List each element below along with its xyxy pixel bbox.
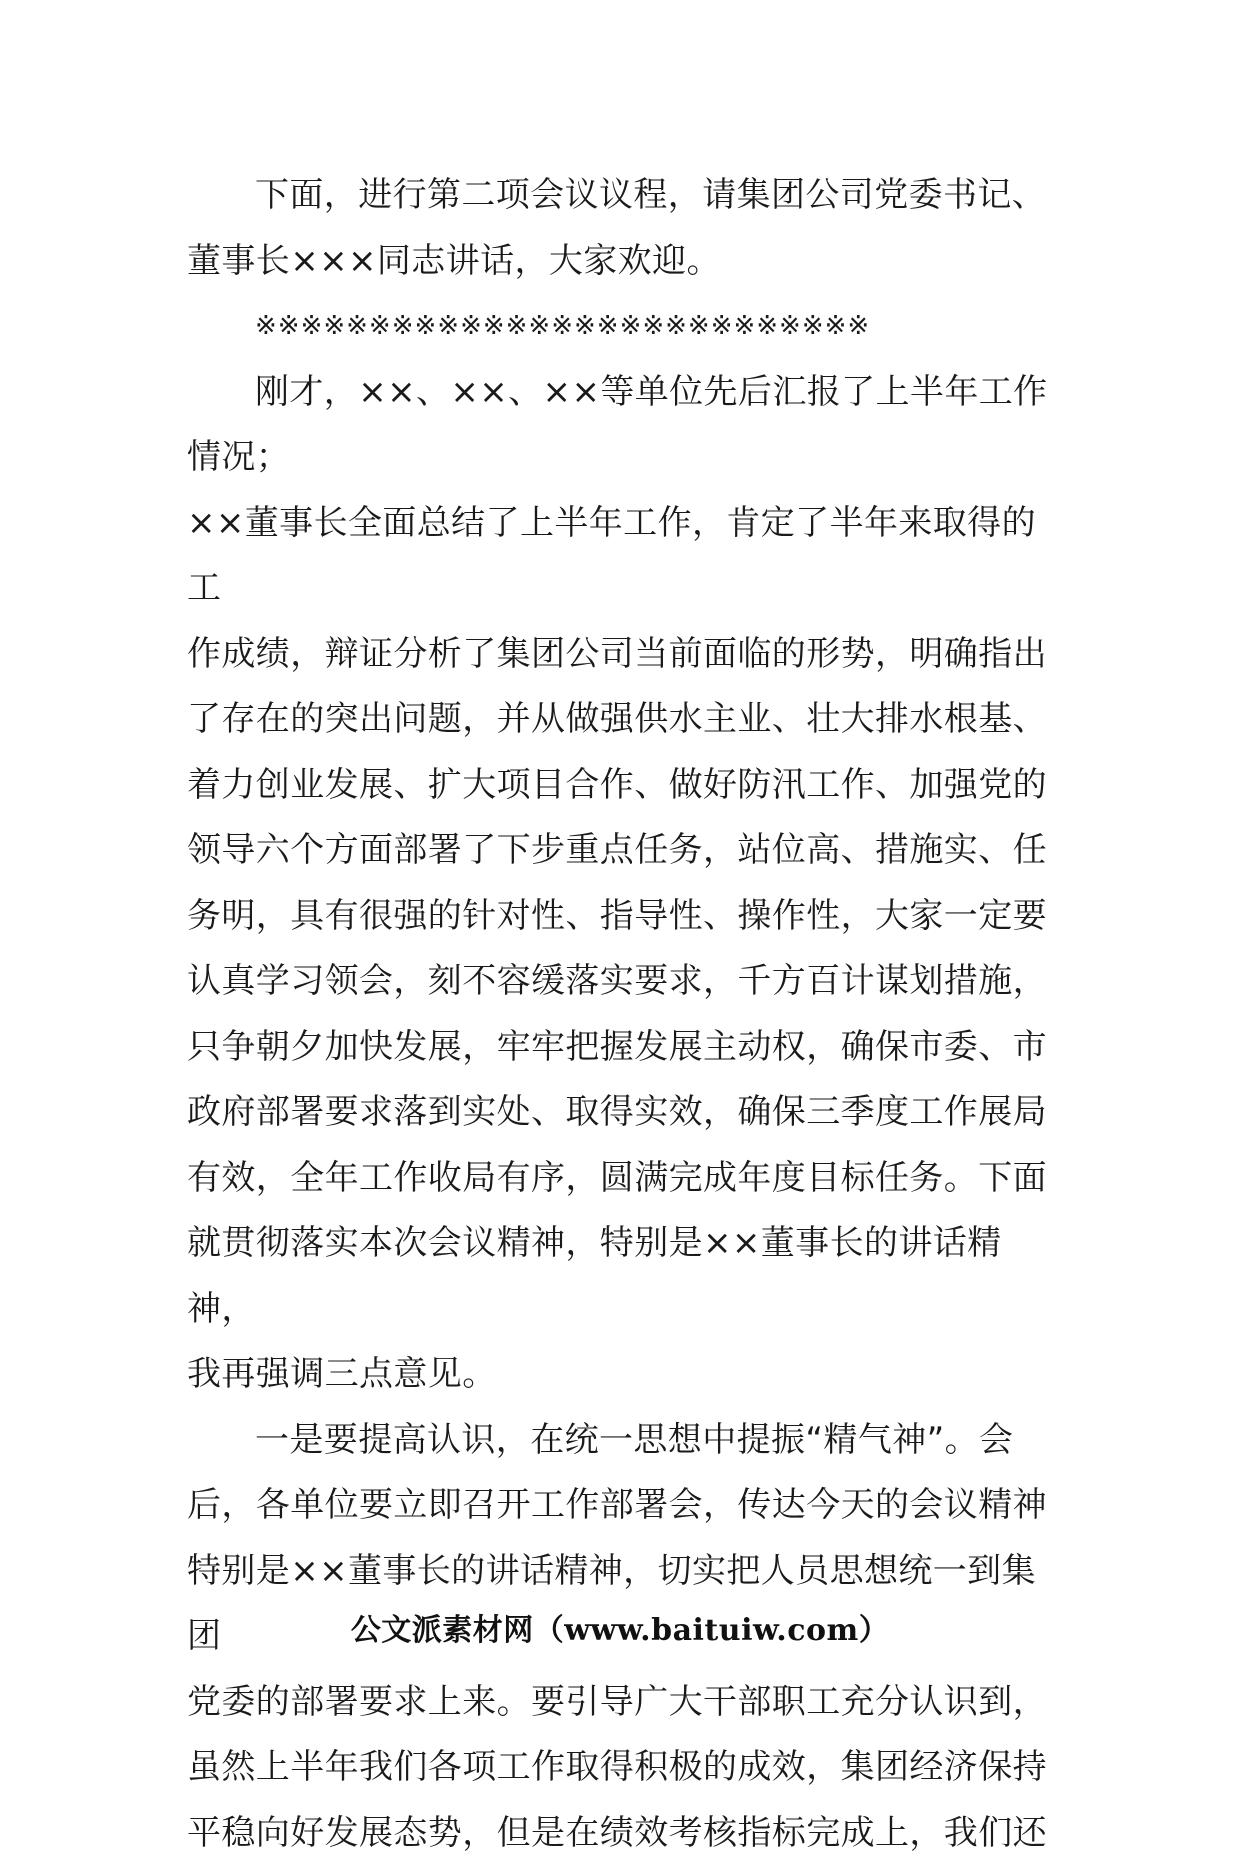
footer-watermark: 公文派素材网（www.baituiw.com）: [0, 1605, 1240, 1649]
section-separator: ※※※※※※※※※※※※※※※※※※※※※※※※※※※: [187, 294, 1067, 360]
paragraph-point-one: 一是要提高认识，在统一思想中提振“精气神”。会 后，各单位要立即召开工作部署会，传达今天的会议精神 特别是××董事长的讲话精神，切实把人员思想统一到集团 党委的部署要求上来。要引导广大干部职工充分认识到， 虽然上半年我们各项工作取得积极的成效，集团经济保持 平稳向好发展态势，但是在绩效考核指标完成上，我们还: [187, 1408, 1067, 1866]
paragraph-agenda-intro: 下面，进行第二项会议议程，请集团公司党委书记、 董事长×××同志讲话，大家欢迎。: [187, 163, 1067, 294]
paragraph-summary: 刚才，××、××、××等单位先后汇报了上半年工作情况； ××董事长全面总结了上半年工作，肯定了半年来取得的工 作成绩，辩证分析了集团公司当前面临的形势，明确指出 了存在的突出问题，并从做强供水主业、壮大排水根基、 着力创业发展、扩大项目合作、做好防汛工作、加强党的 领导六个方面部署了下步重点任务，站位高、措施实、任 务明，具有很强的针对性、指导性、操作性，大家一定要 认真学习领会，刻不容缓落实要求，千方百计谋划措施， 只争朝夕加快发展，牢牢把握发展主动权，确保市委、市 政府部署要求落到实处、取得实效，确保三季度工作展局 有效，全年工作收局有序，圆满完成年度目标任务。下面 就贯彻落实本次会议精神，特别是××董事长的讲话精神， 我再强调三点意见。: [187, 360, 1067, 1408]
